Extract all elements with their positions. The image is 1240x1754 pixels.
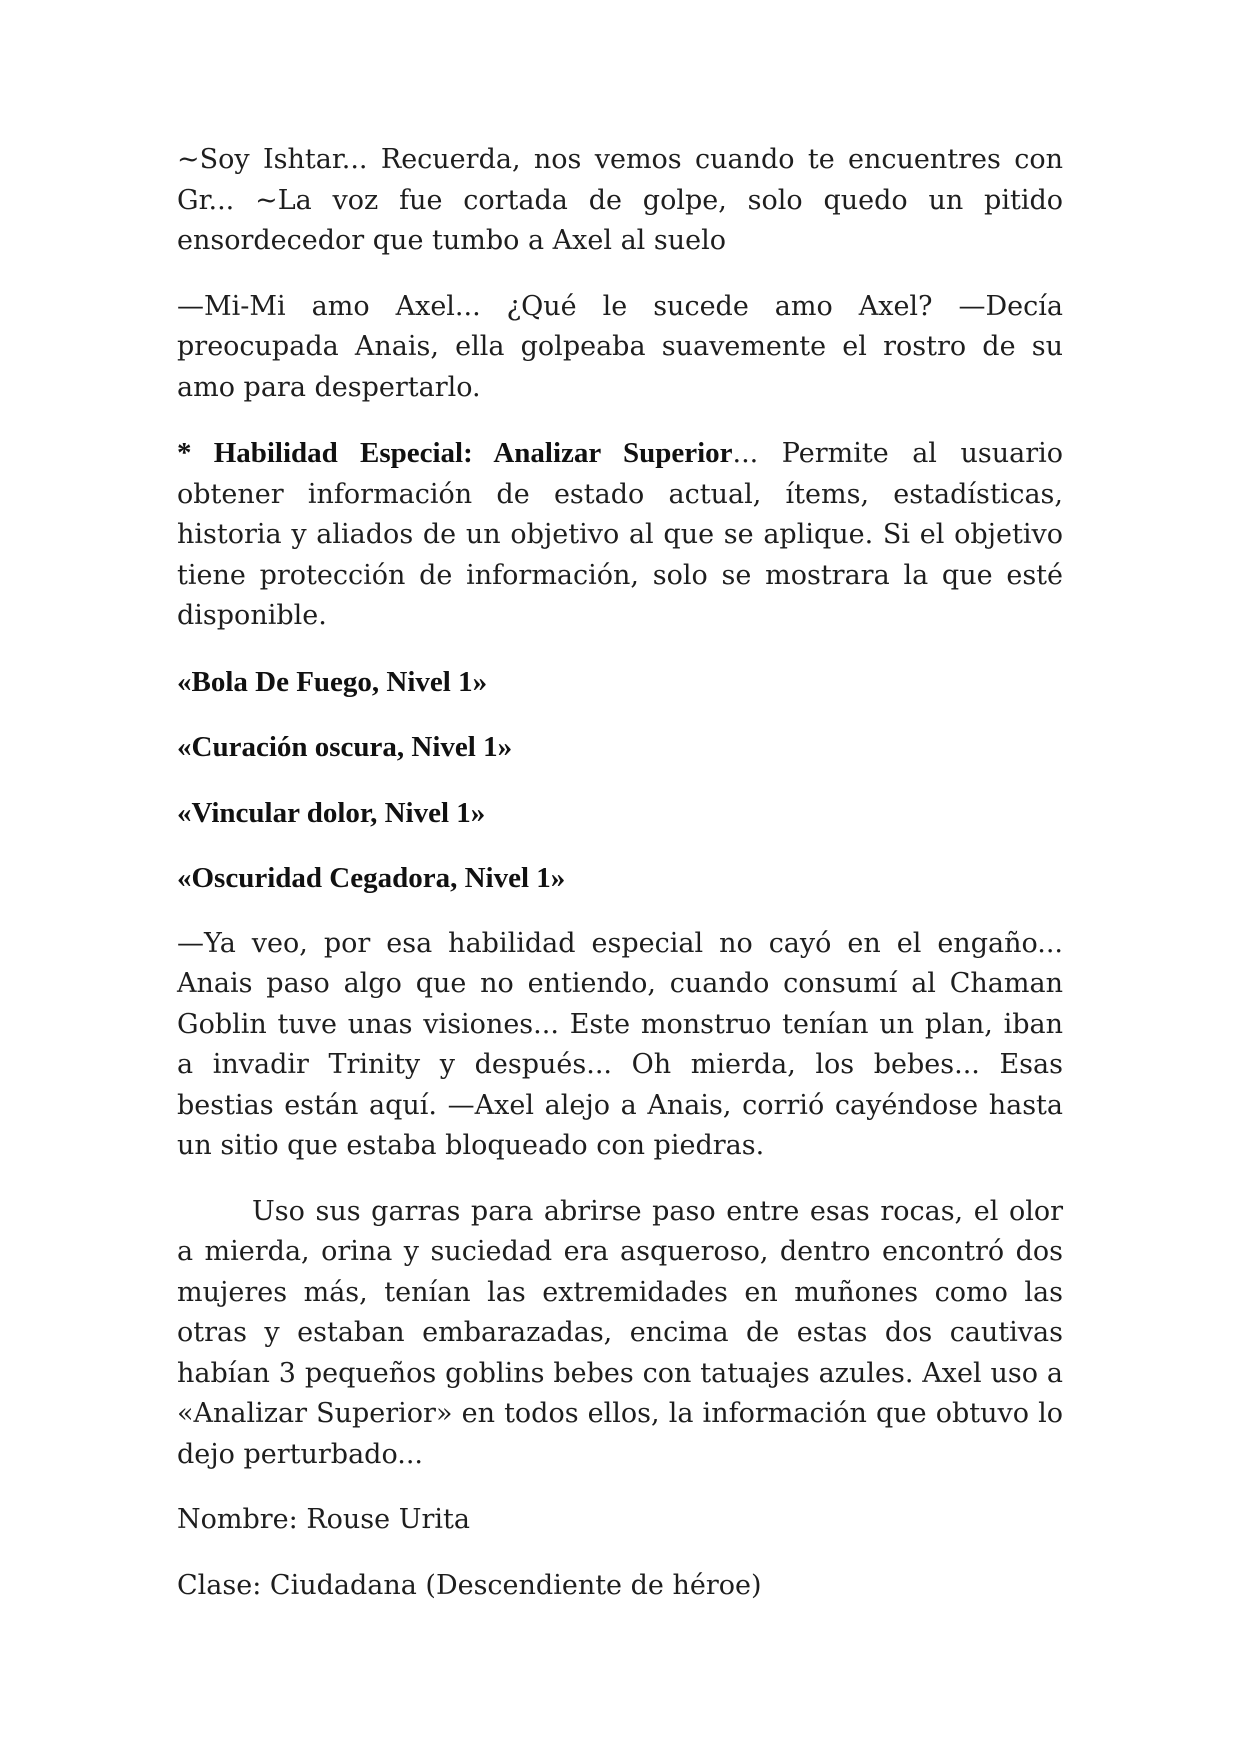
field-clase: Clase: Ciudadana (Descendiente de héroe) <box>177 1569 762 1601</box>
skill-blinding-darkness: «Oscuridad Cegadora, Nivel 1» <box>177 862 566 894</box>
paragraph-axel-realization: —Ya veo, por esa habilidad especial no cayó en el engaño... Anais paso algo que no entiendo, cuando consumí al Chaman Goblin tuve unas visiones... Este monstruo tenían un plan, iban a invadir Trinity y después... Oh mierda, los bebes... Esas bestias están aquí. —Axel alejo a Anais, corrió cayéndose hasta un sitio que estaba bloqueado con piedras. <box>177 927 1063 1161</box>
paragraph-anais-worried: —Mi-Mi amo Axel... ¿Qué le sucede amo Axel? —Decía preocupada Anais, ella golpeaba suavemente el rostro de su amo para despertarlo. <box>177 290 1063 403</box>
field-nombre: Nombre: Rouse Urita <box>177 1504 470 1535</box>
skill-link-pain: «Vincular dolor, Nivel 1» <box>177 796 486 829</box>
special-skill-title: * Habilidad Especial: Analizar Superior <box>177 437 733 469</box>
document-body <box>177 140 1063 1631</box>
skill-fire-ball: «Bola De Fuego, Nivel 1» <box>177 665 488 698</box>
paragraph-special-skill <box>177 433 1063 637</box>
skill-dark-healing: «Curación oscura, Nivel 1» <box>177 731 513 763</box>
special-skill-description: ... Permite al usuario obtener información de estado actual, ítems, estadísticas, historia y aliados de un objetivo al que se aplique. Si el objetivo tiene protección de información, solo se mostrara la que esté disponible. <box>177 438 1063 631</box>
paragraph-cave-discovery: Uso sus garras para abrirse paso entre esas rocas, el olor a mierda, orina y suciedad era asqueroso, dentro encontró dos mujeres más, tenían las extremidades en muñones como las otras y estaban embarazadas, encima de estas dos cautivas habían 3 pequeños goblins bebes con tatuajes azules. Axel uso a «Analizar Superior» en todos ellos, la información que obtuvo lo dejo perturbado... <box>177 1195 1063 1470</box>
paragraph-ishtar-voice: ~Soy Ishtar... Recuerda, nos vemos cuando te encuentres con Gr... ~La voz fue cortada de golpe, solo quedo un pitido ensordecedor que tumbo a Axel al suelo <box>177 144 1063 256</box>
